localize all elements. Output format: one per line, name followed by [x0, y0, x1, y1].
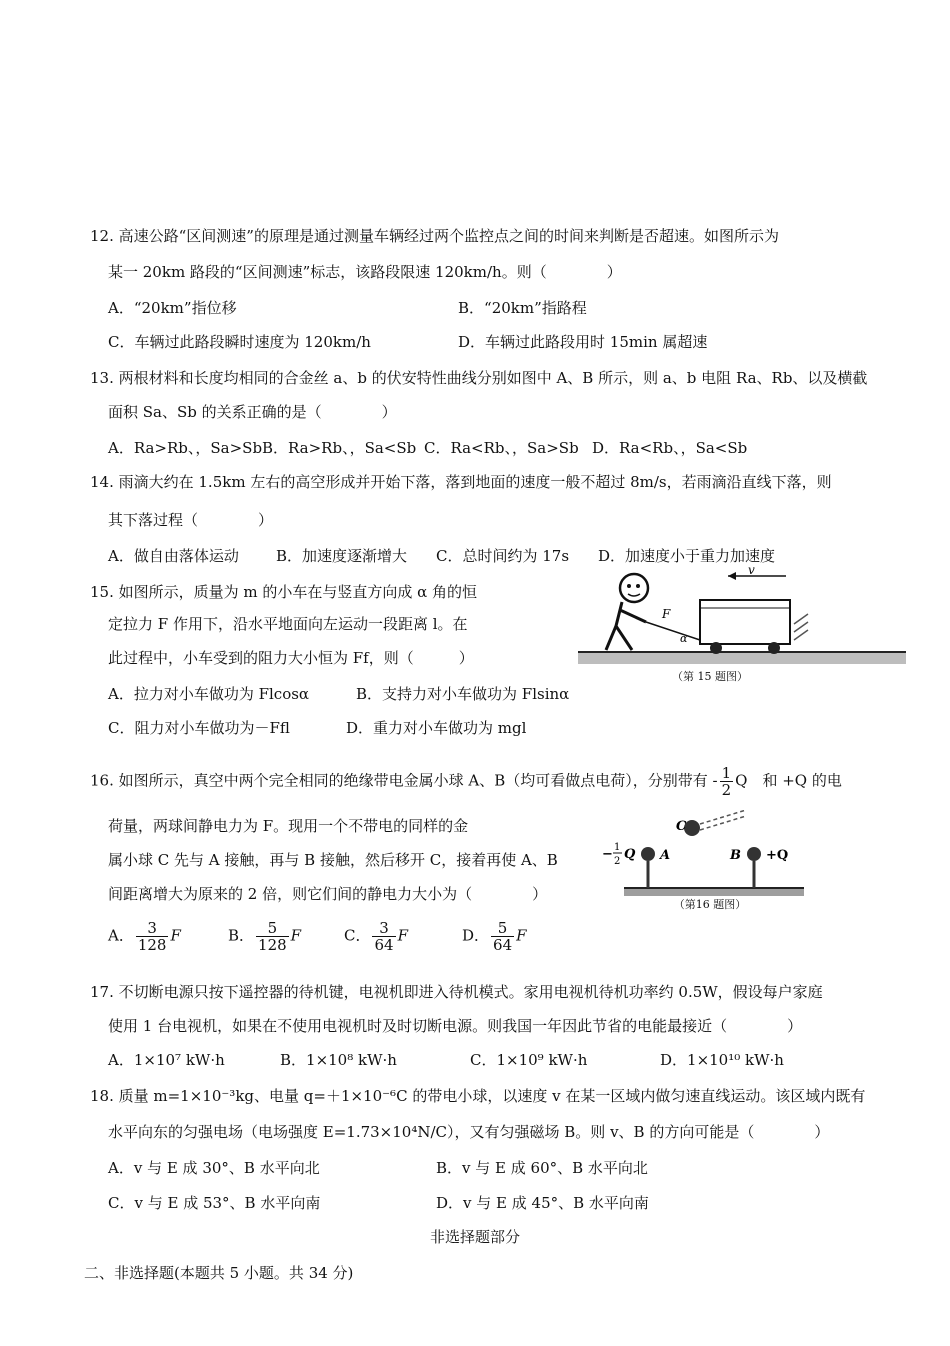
label-one: 1	[614, 842, 621, 853]
q13-option-d: D．Ra<Rb、，Sa<Sb	[592, 439, 748, 457]
q16-option-c	[344, 920, 408, 953]
label-q-left: Q	[624, 847, 636, 862]
q16-option-a-f: F	[170, 926, 181, 945]
q16-option-a-den: 128	[137, 936, 167, 954]
q15-figure-caption: （第 15 题图）	[672, 670, 748, 683]
q13-option-c: C．Ra<Rb、，Sa>Sb	[424, 439, 579, 457]
label-minus: −	[602, 847, 613, 862]
q13-option-b: B．Ra>Rb、，Sa<Sb	[262, 439, 417, 457]
q18-option-c: C．v 与 E 成 53°、B 水平向南	[108, 1194, 321, 1212]
label-c: C	[676, 819, 687, 834]
q16-option-a	[108, 920, 181, 953]
q13-line1: 13. 两根材料和长度均相同的合金丝 a、b 的伏安特性曲线分别如图中 A、B 所示，则 a、b 电阻 Ra、Rb、以及横截	[90, 369, 868, 387]
angle-label: α	[680, 632, 688, 645]
q12-option-d: D．车辆过此路段用时 15min 属超速	[458, 333, 708, 351]
q15-line3: 此过程中，小车受到的阻力大小恒为 Ff，则（ ）	[108, 649, 474, 667]
q12-option-c: C．车辆过此路段瞬时速度为 120km/h	[108, 333, 371, 351]
q17-line2: 使用 1 台电视机，如果在不使用电视机时及时切断电源。则我国一年因此节省的电能最接近（ ）	[108, 1017, 803, 1035]
q16-fraction	[720, 765, 734, 798]
label-b: B	[730, 848, 741, 863]
q16-option-d-fraction	[491, 920, 514, 953]
label-two: 2	[614, 856, 621, 867]
q12-option-a: A．“20km”指位移	[108, 299, 237, 317]
q18-line2: 水平向东的匀强电场（电场强度 E=1.73×10⁴N/C），又有匀强磁场 B。则 v、B 的方向可能是（ ）	[108, 1123, 830, 1141]
q16-option-c-label: C．	[344, 926, 371, 945]
q18-option-a: A．v 与 E 成 30°、B 水平向北	[108, 1159, 320, 1177]
q16-fraction-numerator: 1	[721, 764, 732, 782]
q16-figure-caption: （第16 题图）	[673, 898, 747, 911]
section-title: 非选择题部分	[429, 1228, 520, 1246]
q16-figure	[600, 810, 810, 902]
ball-b	[747, 847, 761, 861]
cart-wheel	[768, 642, 780, 654]
q14-option-b: B．加速度逐渐增大	[276, 547, 408, 565]
q17-option-b: B．1×10⁸ kW·h	[280, 1051, 397, 1069]
q17-line1: 17. 不切断电源只按下遥控器的待机键，电视机即进入待机模式。家用电视机待机功率约 0.5W，假设每户家庭	[90, 983, 823, 1001]
cart	[700, 600, 790, 644]
q16-option-a-fraction	[136, 920, 169, 953]
q12-option-b: B．“20km”指路程	[458, 299, 587, 317]
q15-figure	[576, 566, 908, 672]
section2-heading: 二、非选择题(本题共 5 小题。共 34 分)	[84, 1264, 354, 1282]
ground	[578, 652, 906, 664]
q15-option-a: A．拉力对小车做功为 Flcosα	[108, 685, 310, 703]
q16-line1-text-end: Q 和 +Q 的电	[735, 771, 842, 790]
q12-line2: 某一 20km 路段的“区间测速”标志，该路段限速 120km/h。则（ ）	[108, 263, 622, 281]
q16-option-b-den: 128	[258, 936, 287, 954]
q16-line1-text: 16. 如图所示，真空中两个完全相同的绝缘带电金属小球 A、B（均可看做点电荷），分别带有 -	[90, 771, 718, 790]
q13-option-a: A．Ra>Rb、，Sa>Sb	[108, 439, 263, 457]
q16-option-d-f: F	[516, 926, 527, 945]
q16-option-b	[228, 920, 301, 953]
ball-c	[684, 820, 700, 836]
q17-option-d: D．1×10¹⁰ kW·h	[660, 1051, 784, 1069]
q15-line2: 定拉力 F 作用下，沿水平地面向左运动一段距离 l。在	[108, 615, 468, 633]
q16-option-b-label: B．	[228, 926, 255, 945]
q16-option-c-den: 64	[374, 936, 394, 954]
q17-option-a: A．1×10⁷ kW·h	[108, 1051, 225, 1069]
q15-line1: 15. 如图所示，质量为 m 的小车在与竖直方向成 α 角的恒	[90, 583, 478, 601]
q18-option-b: B．v 与 E 成 60°、B 水平向北	[436, 1159, 648, 1177]
q15-option-b: B．支持力对小车做功为 Flsinα	[356, 685, 570, 703]
label-a: A	[660, 848, 671, 863]
q13-line2: 面积 Sa、Sb 的关系正确的是（ ）	[108, 403, 397, 421]
q16-option-d	[462, 920, 527, 953]
q15-option-c: C．阻力对小车做功为－Ffl	[108, 719, 290, 737]
q14-option-d: D．加速度小于重力加速度	[598, 547, 776, 565]
q16-option-a-label: A．	[108, 926, 134, 945]
q14-line1: 14. 雨滴大约在 1.5km 左右的高空形成并开始下落，落到地面的速度一般不超过 8m/s，若雨滴沿直线下落，则	[90, 473, 832, 491]
person-body	[606, 602, 646, 650]
q16-option-a-num: 3	[136, 920, 169, 937]
cart-wheel	[710, 642, 722, 654]
rope	[646, 622, 700, 640]
q16-fraction-denominator: 2	[721, 781, 732, 799]
q16-option-d-den: 64	[493, 936, 513, 954]
q16-option-d-num: 5	[491, 920, 514, 937]
force-label: F	[662, 607, 671, 621]
label-plus-q: +Q	[766, 848, 789, 863]
q12-line1: 12. 高速公路“区间测速”的原理是通过测量车辆经过两个监控点之间的时间来判断是否超速。如图所示为	[90, 227, 779, 245]
q16-line1	[90, 765, 842, 798]
q16-option-c-f: F	[397, 926, 408, 945]
base	[624, 888, 804, 896]
person-head	[620, 574, 648, 602]
q16-option-b-num: 5	[256, 920, 289, 937]
q16-line2: 荷量，两球间静电力为 F。现用一个不带电的同样的金	[108, 817, 469, 835]
q16-option-c-fraction	[372, 920, 395, 953]
q15-option-d: D．重力对小车做功为 mgl	[346, 719, 527, 737]
q14-line2: 其下落过程（ ）	[108, 511, 274, 529]
q16-option-d-label: D．	[462, 926, 490, 945]
q16-line3: 属小球 C 先与 A 接触，再与 B 接触，然后移开 C，接着再使 A、B	[108, 851, 558, 869]
q16-line4: 间距离增大为原来的 2 倍，则它们间的静电力大小为（ ）	[108, 885, 548, 903]
ball-a	[641, 847, 655, 861]
q17-option-c: C．1×10⁹ kW·h	[470, 1051, 588, 1069]
q16-option-b-fraction	[256, 920, 289, 953]
q16-option-c-num: 3	[372, 920, 395, 937]
q16-option-b-f: F	[290, 926, 302, 945]
q18-line1: 18. 质量 m=1×10⁻³kg、电量 q=＋1×10⁻⁶C 的带电小球，以速度 v 在某一区域内做匀速直线运动。该区域内既有	[90, 1087, 866, 1105]
q14-option-c: C．总时间约为 17s	[436, 547, 570, 565]
velocity-label: v	[748, 566, 755, 577]
q14-option-a: A．做自由落体运动	[108, 547, 239, 565]
q18-option-d: D．v 与 E 成 45°、B 水平向南	[436, 1194, 649, 1212]
